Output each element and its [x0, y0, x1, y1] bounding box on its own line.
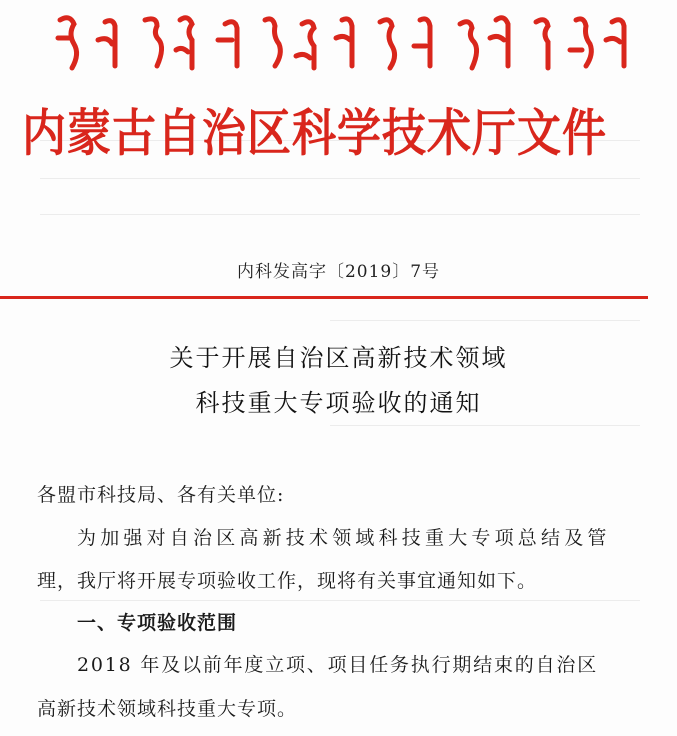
document-title-line-1: 关于开展自治区高新技术领域 [169, 344, 508, 372]
bleed-line [330, 425, 640, 426]
mongolian-script-glyphs [40, 10, 640, 80]
issuing-organization-title: 内蒙古自治区科学技术厅文件 [22, 104, 607, 164]
paragraph-2-line-2: 高新技术领域科技重大专项。 [37, 698, 298, 720]
section-heading-1: 一、专项验收范围 [77, 612, 238, 634]
paragraph-1-line-1: 为加强对自治区高新技术领域科技重大专项总结及管 [77, 527, 611, 549]
mongolian-script-header [40, 10, 640, 80]
document-title-line-2: 科技重大专项验收的通知 [195, 389, 482, 417]
document-number: 内科发高字〔2019〕7号 [236, 262, 441, 282]
bleed-line [330, 320, 640, 321]
bleed-line [40, 178, 640, 179]
paragraph-2-line-1: 2018 年及以前年度立项、项目任务执行期结束的自治区 [77, 654, 598, 676]
salutation: 各盟市科技局、各有关单位: [37, 484, 285, 506]
red-divider-line [0, 296, 648, 299]
bleed-line [40, 600, 640, 601]
bleed-line [40, 214, 640, 215]
paragraph-1-line-2: 理，我厅将开展专项验收工作，现将有关事宜通知如下。 [37, 570, 538, 592]
